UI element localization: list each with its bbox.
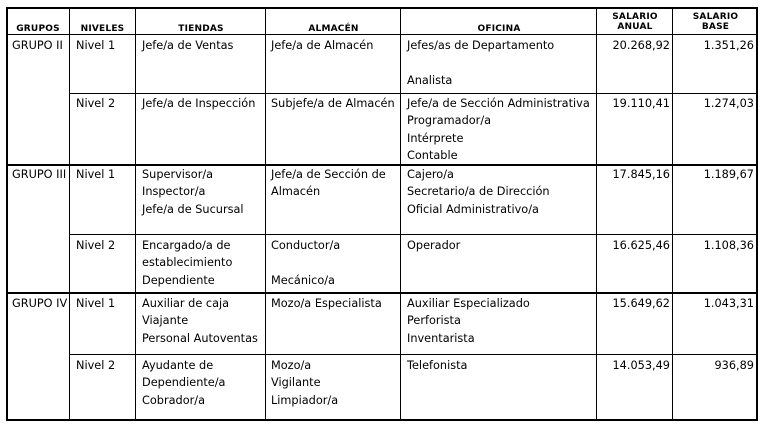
header-divider <box>8 34 756 35</box>
oficina-cell: Cajero/a Secretario/a de Dirección Oficial Administrativo/a <box>407 168 550 216</box>
tiendas-cell: Jefe/a de Ventas <box>142 39 234 52</box>
salario-base-value: 1.351,26 <box>703 39 754 52</box>
header-niveles: NIVELES <box>80 24 125 34</box>
header-grupos: GRUPOS <box>16 24 60 34</box>
row-divider <box>69 354 756 355</box>
tiendas-cell: Jefe/a de Inspección <box>142 97 256 110</box>
col-divider <box>135 9 136 419</box>
header-almacen: ALMACÉN <box>308 24 359 34</box>
level-label: Nivel 2 <box>76 359 116 372</box>
tiendas-cell: Supervisor/a Inspector/a Jefe/a de Sucursal <box>142 168 244 216</box>
oficina-cell: Jefe/a de Sección Administrativa Programador/a Intérprete Contable <box>407 97 590 163</box>
salario-anual-value: 17.845,16 <box>612 168 670 181</box>
almacen-cell: Mozo/a Vigilante Limpiador/a <box>271 359 339 407</box>
header-salario-base: SALARIO BASE <box>692 12 739 32</box>
oficina-cell: Telefonista <box>407 359 468 372</box>
col-divider <box>69 9 70 419</box>
oficina-cell: Jefes/as de Departamento Analista <box>407 39 555 87</box>
salario-base-value: 1.189,67 <box>703 168 754 181</box>
group-divider <box>8 292 756 294</box>
salario-base-value: 1.043,31 <box>703 297 754 310</box>
almacen-cell: Conductor/a Mecánico/a <box>271 239 341 287</box>
oficina-cell: Auxiliar Especializado Perforista Inventarista <box>407 297 530 345</box>
almacen-cell: Jefe/a de Sección de Almacén <box>271 168 386 199</box>
level-label: Nivel 1 <box>76 297 116 310</box>
salary-table <box>6 7 758 421</box>
header-tiendas: TIENDAS <box>178 24 224 34</box>
tiendas-cell: Encargado/a de establecimiento Dependiente <box>142 239 233 287</box>
tiendas-cell: Ayudante de Dependiente/a Cobrador/a <box>142 359 226 407</box>
col-divider <box>265 9 266 419</box>
salario-anual-value: 19.110,41 <box>612 97 670 110</box>
level-label: Nivel 2 <box>76 97 116 110</box>
group-label: GRUPO IV <box>12 297 68 310</box>
salario-anual-value: 20.268,92 <box>612 39 670 52</box>
row-divider <box>69 93 756 94</box>
salario-anual-value: 14.053,49 <box>612 359 670 372</box>
almacen-cell: Jefe/a de Almacén <box>271 39 374 52</box>
salario-base-value: 1.274,03 <box>703 97 754 110</box>
header-oficina: OFICINA <box>477 24 521 34</box>
oficina-cell: Operador <box>407 239 461 252</box>
tiendas-cell: Auxiliar de caja Viajante Personal Autoventas <box>142 297 258 345</box>
level-label: Nivel 1 <box>76 168 116 181</box>
col-divider <box>400 9 401 419</box>
almacen-cell: Subjefe/a de Almacén <box>271 97 395 110</box>
level-label: Nivel 2 <box>76 239 116 252</box>
salario-base-value: 936,89 <box>714 359 754 372</box>
almacen-cell: Mozo/a Especialista <box>271 297 382 310</box>
group-label: GRUPO II <box>12 39 63 52</box>
level-label: Nivel 1 <box>76 39 116 52</box>
salario-base-value: 1.108,36 <box>703 239 754 252</box>
salario-anual-value: 16.625,46 <box>612 239 670 252</box>
row-divider <box>69 234 756 235</box>
header-salario-anual: SALARIO ANUAL <box>612 12 658 32</box>
group-label: GRUPO III <box>12 168 67 181</box>
salario-anual-value: 15.649,62 <box>612 297 670 310</box>
